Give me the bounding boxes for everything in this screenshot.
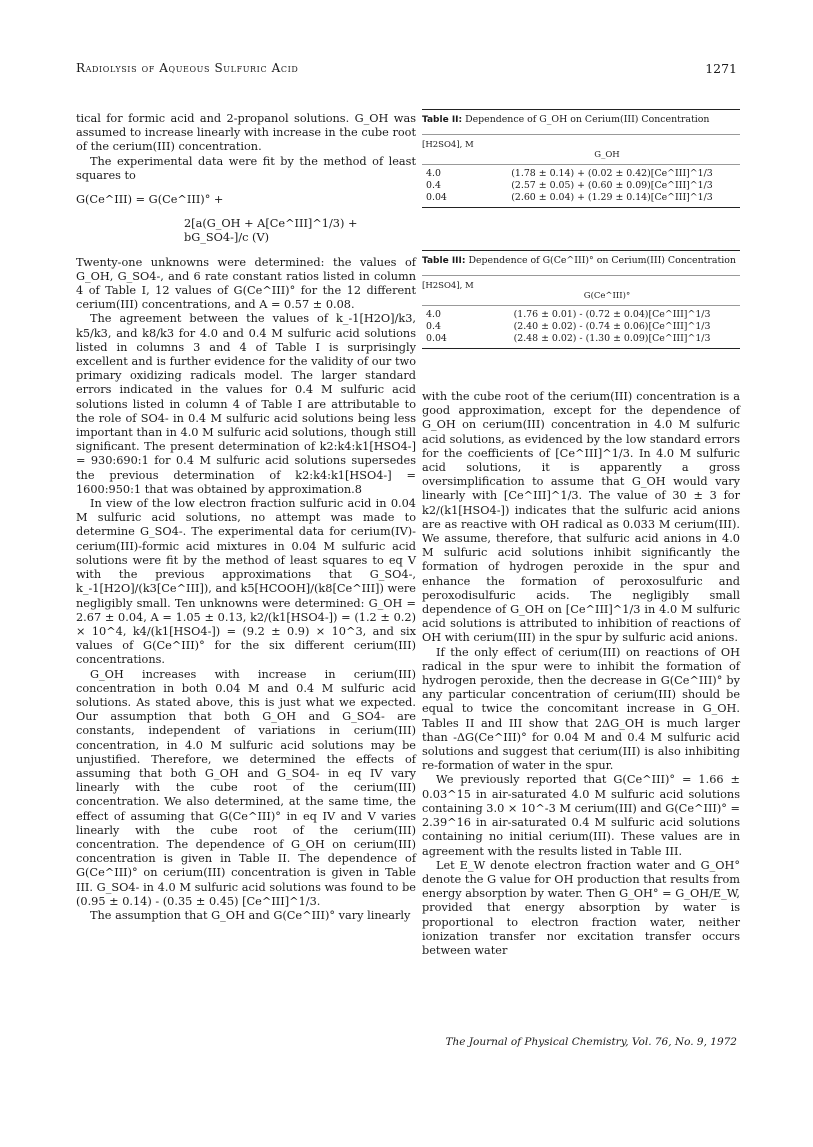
- paragraph: Let E_W denote electron fraction water and G_OH° denote the G value for OH production that results from energy absorption by water. Then G_OH° = G_OH/E_W, provided that energy absorption by water is proportional to electron fraction water, neither ionization transfer nor excitation transfer occurs between water: [422, 858, 740, 957]
- table-title: Dependence of G(Ce^III)° on Cerium(III) Concentration: [468, 255, 736, 266]
- page-number: 1271: [705, 61, 737, 76]
- cell-conc: 4.0: [426, 309, 441, 320]
- paragraph: with the cube root of the cerium(III) concentration is a good approximation, except for the dependence of G_OH on cerium(III) concentration in 4.0 M sulfuric acid solutions, as evidenced by the low standard errors for the coefficients of [Ce^III]^1/3. In 4.0 M sulfuric acid solutions, it is apparently a gross oversimplification to assume that G_OH would vary linearly with [Ce^III]^1/3. The value of 30 ± 3 for k2/(k1[HSO4-]) indicates that the sulfuric acid anions are as reactive with OH radical as 0.033 M cerium(III). We assume, therefore, that sulfuric acid anions in 4.0 M sulfuric acid solutions inhibit significantly the formation of hydrogen peroxide in the spur and enhance the formation of peroxosulfuric and peroxodisulfuric acids. The negligibly small dependence of G_OH on [Ce^III]^1/3 in 4.0 M sulfuric acid solutions is attributed to inhibition of reactions of OH with cerium(III) in the spur by sulfuric acid anions.: [422, 390, 740, 645]
- left-column: [76, 112, 416, 923]
- paragraph: G_OH increases with increase in cerium(III) concentration in both 0.04 M and 0.4 M sulfuric acid solutions. As stated above, this is just what we expected. Our assumption that both G_OH and G_SO4- are constants, independent of variations in cerium(III) concentration, in 4.0 M sulfuric acid solutions may be unjustified. Therefore, we determined the effects of assuming that both G_OH and G_SO4- in eq IV vary linearly with the cube root of the cerium(III) concentration. We also determined, at the same time, the effect of assuming that G(Ce^III)° in eq IV and V varies linearly with the cube root of the cerium(III) concentration. The dependence of G_OH on cerium(III) concentration is given in Table II. The dependence of G(Ce^III)° on cerium(III) concentration is given in Table III. G_SO4- in 4.0 M sulfuric acid solutions was found to be (0.95 ± 0.14) - (0.35 ± 0.45) [Ce^III]^1/3.: [76, 667, 416, 908]
- paragraph: If the only effect of cerium(III) on reactions of OH radical in the spur were to inhibit the formation of hydrogen peroxide, then the decrease in G(Ce^III)° by any particular concentration of cerium(III) should be equal to twice the concomitant increase in G_OH. Tables II and III show that 2ΔG_OH is much larger than -ΔG(Ce^III)° for 0.04 M and 0.4 M sulfuric acid solutions and suggest that cerium(III) is also inhibiting re-formation of water in the spur.: [422, 645, 740, 773]
- table-row: [422, 333, 740, 345]
- table-row: [422, 309, 740, 321]
- cell-value: (2.48 ± 0.02) - (1.30 ± 0.09)[Ce^III]^1/3: [513, 333, 711, 344]
- col-header-value: G(Ce^III)°: [583, 291, 631, 301]
- table-caption: [422, 110, 740, 128]
- paragraph: The assumption that G_OH and G(Ce^III)° vary linearly: [90, 908, 411, 922]
- paragraph: The experimental data were fit by the method of least squares to: [76, 154, 416, 182]
- cell-conc: 0.04: [426, 192, 447, 203]
- equation-line: 2[a(G_OH + A[Ce^III]^1/3) + bG_SO4-]/c (V): [184, 217, 358, 245]
- cell-conc: 0.4: [426, 321, 441, 332]
- equation-line: G(Ce^III) = G(Ce^III)° +: [76, 193, 224, 207]
- paragraph: Twenty-one unknowns were determined: the values of G_OH, G_SO4-, and 6 rate constant ratios listed in column 4 of Table I, 12 values of G(Ce^III)° for the 12 different cerium(III) concentrations, and A = 0.57 ± 0.08.: [76, 255, 416, 312]
- journal-footer: The Journal of Physical Chemistry, Vol. 76, No. 9, 1972: [445, 1036, 737, 1048]
- paragraph: The agreement between the values of k_-1[H2O]/k3, k5/k3, and k8/k3 for 4.0 and 0.4 M sulfuric acid solutions listed in columns 3 and 4 of Table I is surprisingly excellent and is further evidence for the validity of our two primary oxidizing radicals model. The larger standard errors indicated in the values for 0.4 M sulfuric acid solutions listed in column 4 of Table I are attributable to the role of SO4- in 0.4 M sulfuric acid solutions being less important than in 4.0 M sulfuric acid solutions, though still significant. The present determination of k2:k4:k1[HSO4-] = 930:690:1 for 0.4 M sulfuric acid solutions supersedes the previous determination of k2:k4:k1[HSO4-] = 1600:950:1 that was obtained by approximation.8: [76, 312, 416, 496]
- table-row: [422, 192, 740, 204]
- cell-value: (1.76 ± 0.01) - (0.72 ± 0.04)[Ce^III]^1/3: [513, 309, 711, 320]
- table-row: [422, 321, 740, 333]
- table-caption: [422, 251, 740, 269]
- table-body: [422, 164, 740, 204]
- cell-conc: 4.0: [426, 168, 441, 179]
- table-title: Dependence of G_OH on Cerium(III) Concentration: [465, 114, 710, 125]
- table-header: [422, 134, 740, 161]
- table-body: [422, 305, 740, 345]
- table-iii: [422, 250, 740, 349]
- cell-value: (2.60 ± 0.04) + (1.29 ± 0.14)[Ce^III]^1/3: [511, 192, 713, 203]
- cell-value: (2.40 ± 0.02) - (0.74 ± 0.06)[Ce^III]^1/3: [513, 321, 711, 332]
- table-row: [422, 180, 740, 192]
- cell-value: (2.57 ± 0.05) + (0.60 ± 0.09)[Ce^III]^1/3: [511, 180, 713, 191]
- paragraph: We previously reported that G(Ce^III)° = 1.66 ± 0.03^15 in air-saturated 4.0 M sulfuric acid solutions containing 3.0 × 10^-3 M cerium(III) and G(Ce^III)° = 2.39^16 in air-saturated 0.4 M sulfuric acid solutions containing no initial cerium(III). These values are in agreement with the results listed in Table III.: [422, 773, 740, 858]
- table-rule: [422, 348, 740, 349]
- cell-value: (1.78 ± 0.14) + (0.02 ± 0.42)[Ce^III]^1/3: [511, 168, 713, 179]
- table-rule: [422, 207, 740, 208]
- running-title: Radiolysis of Aqueous Sulfuric Acid: [76, 61, 299, 75]
- table-label: Table II:: [422, 115, 463, 125]
- table-label: Table III:: [422, 256, 466, 266]
- table-header: [422, 275, 740, 302]
- paragraph: tical for formic acid and 2-propanol solutions. G_OH was assumed to increase linearly with increase in the cube root of the cerium(III) concentration.: [76, 112, 416, 154]
- col-header-conc: [H2SO4], M: [422, 140, 474, 150]
- col-header-value: G_OH: [594, 150, 620, 160]
- col-header-conc: [H2SO4], M: [422, 281, 474, 291]
- cell-conc: 0.4: [426, 180, 441, 191]
- right-column: [422, 390, 740, 958]
- table-ii: [422, 109, 740, 208]
- paragraph: In view of the low electron fraction sulfuric acid in 0.04 M sulfuric acid solutions, no attempt was made to determine G_SO4-. The experimental data for cerium(IV)-cerium(III)-formic acid mixtures in 0.04 M sulfuric acid solutions were fit by the method of least squares to eq V with the previous approximations that G_SO4-, k_-1[H2O]/(k3[Ce^III]), and k5[HCOOH]/(k8[Ce^III]) were negligibly small. Ten unknowns were determined: G_OH = 2.67 ± 0.04, A = 1.05 ± 0.13, k2/(k1[HSO4-]) = (1.2 ± 0.2) × 10^4, k4/(k1[HSO4-]) = (9.2 ± 0.9) × 10^3, and six values of G(Ce^III)° for the six different cerium(III) concentrations.: [76, 497, 416, 667]
- table-row: [422, 168, 740, 180]
- cell-conc: 0.04: [426, 333, 447, 344]
